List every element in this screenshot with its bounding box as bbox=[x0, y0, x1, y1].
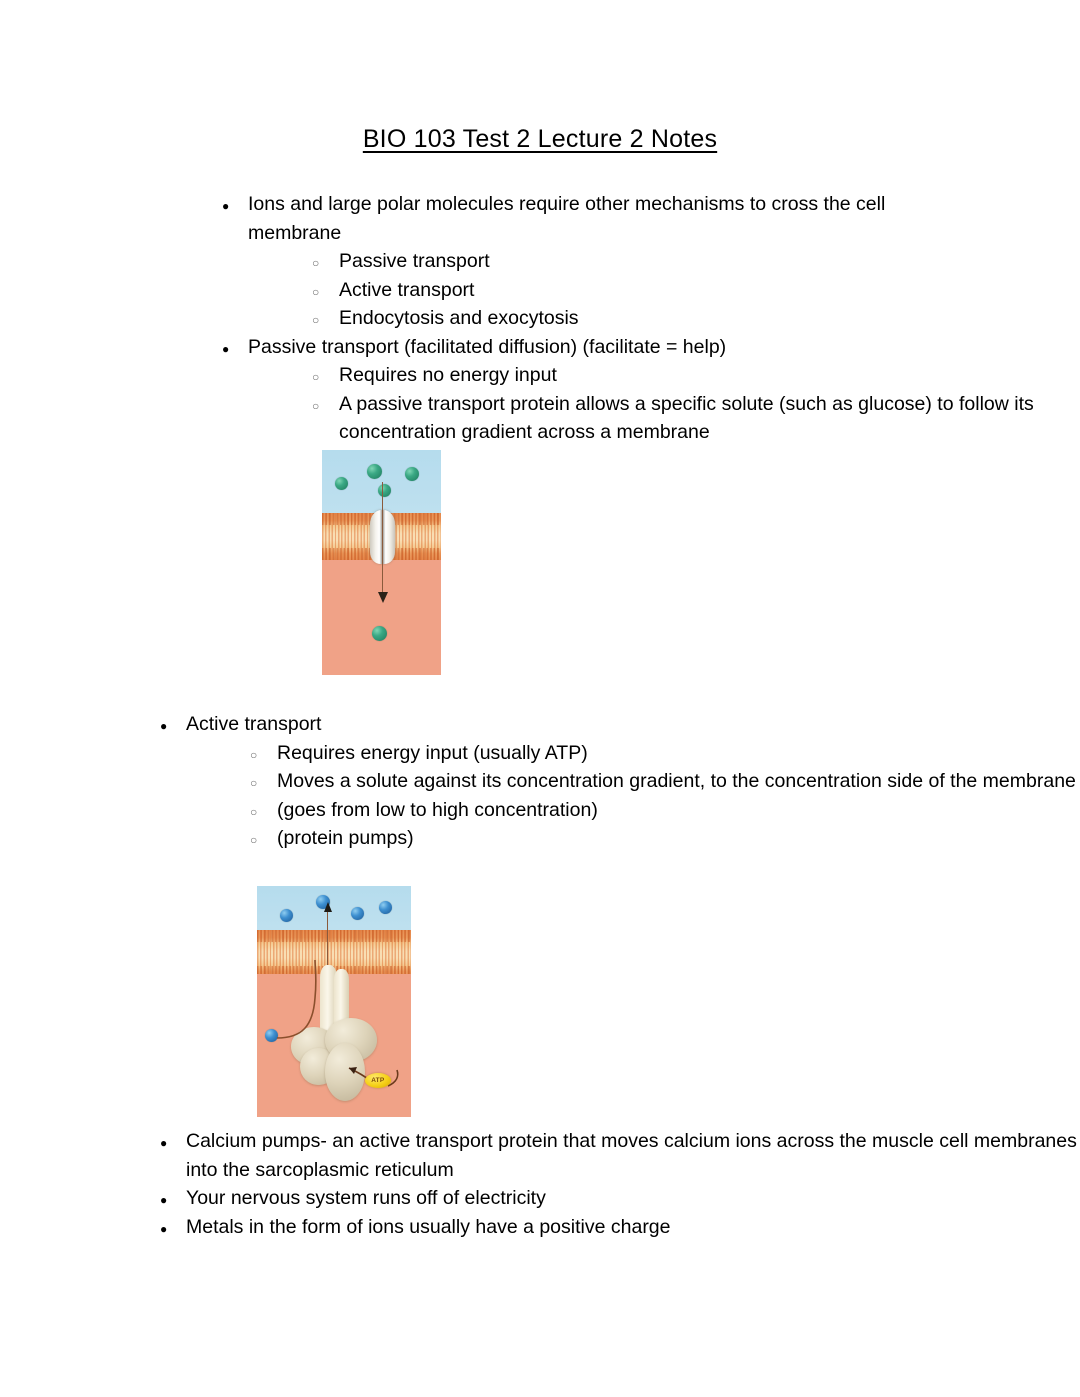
list-item bbox=[222, 190, 1080, 333]
list-item-label: Active transport bbox=[186, 713, 322, 735]
atp-badge bbox=[365, 1073, 391, 1088]
outline-sublist bbox=[250, 739, 1080, 853]
bullet-hollow-icon bbox=[312, 276, 319, 307]
outline-section-bottom bbox=[0, 710, 1080, 853]
list-item-label: A passive transport protein allows a specific solute (such as glucose) to follow its concentration gradient across a membrane bbox=[339, 392, 1034, 443]
list-item-label: Passive transport (facilitated diffusion) (facilitate = help) bbox=[248, 335, 727, 358]
bullet-hollow-icon bbox=[312, 304, 319, 335]
list-item-label: Passive transport bbox=[339, 250, 490, 272]
list-item bbox=[312, 390, 1080, 447]
list-item-label: Requires energy input (usually ATP) bbox=[277, 741, 588, 764]
list-item-label: Your nervous system runs off of electricity bbox=[186, 1187, 546, 1209]
bullet-hollow-icon bbox=[250, 824, 257, 855]
bullet-hollow-icon bbox=[312, 247, 319, 278]
outline-section-closing bbox=[0, 1127, 1080, 1241]
transport-arrow-shaft bbox=[382, 482, 383, 597]
list-item-label: Ions and large polar molecules require other mechanisms to cross the cell membrane bbox=[248, 193, 886, 244]
list-item bbox=[312, 361, 1080, 390]
outline-sublist bbox=[312, 361, 1080, 447]
bullet-filled-icon bbox=[160, 1127, 167, 1158]
list-item-label: Calcium pumps- an active transport protein that moves calcium ions across the muscle cell membranes into the sarcoplasmic reticulum bbox=[186, 1130, 1077, 1181]
list-item bbox=[312, 276, 1080, 305]
solute-molecule bbox=[335, 477, 348, 490]
list-item-label: (goes from low to high concentration) bbox=[277, 798, 598, 821]
list-item-label: Metals in the form of ions usually have a positive charge bbox=[186, 1215, 671, 1238]
list-item bbox=[312, 304, 1080, 333]
list-item-label: Moves a solute against its concentration gradient, to the concentration side of the membrane bbox=[277, 770, 1076, 792]
outline-section-top bbox=[0, 190, 1080, 447]
list-item-label: Requires no energy input bbox=[339, 364, 557, 386]
list-item bbox=[160, 1213, 1080, 1242]
solute-molecule bbox=[367, 464, 382, 479]
solute-molecule bbox=[372, 626, 387, 641]
bullet-filled-icon bbox=[160, 710, 167, 741]
list-item bbox=[160, 1127, 1080, 1184]
bullet-filled-icon bbox=[160, 1213, 167, 1244]
bullet-hollow-icon bbox=[312, 390, 319, 421]
facilitated-diffusion-diagram bbox=[322, 450, 441, 675]
atp-label: ATP bbox=[371, 1077, 385, 1085]
bullet-hollow-icon bbox=[312, 361, 319, 392]
list-item bbox=[250, 796, 1080, 825]
bullet-filled-icon bbox=[222, 190, 229, 221]
bullet-filled-icon bbox=[222, 333, 229, 364]
list-item bbox=[250, 824, 1080, 853]
outline-sublist bbox=[312, 247, 1080, 333]
bullet-hollow-icon bbox=[250, 796, 257, 827]
transport-arrow-head bbox=[378, 592, 388, 603]
list-item bbox=[312, 247, 1080, 276]
page-title-text: BIO 103 Test 2 Lecture 2 Notes bbox=[362, 125, 718, 153]
solute-molecule bbox=[378, 484, 391, 497]
list-item-label: Endocytosis and exocytosis bbox=[339, 307, 579, 329]
bullet-hollow-icon bbox=[250, 739, 257, 770]
outline-list-bottom bbox=[160, 710, 1080, 853]
list-item bbox=[160, 710, 1080, 853]
list-item bbox=[160, 1184, 1080, 1213]
outline-list-top bbox=[222, 190, 1080, 447]
list-item bbox=[222, 333, 1080, 447]
outline-list-closing bbox=[160, 1127, 1080, 1241]
list-item-label: (protein pumps) bbox=[277, 827, 414, 849]
bullet-hollow-icon bbox=[250, 767, 257, 798]
bullet-filled-icon bbox=[160, 1184, 167, 1215]
active-transport-pump-diagram bbox=[257, 886, 411, 1117]
page-title bbox=[0, 124, 1080, 154]
list-item-label: Active transport bbox=[339, 278, 475, 301]
list-item bbox=[250, 767, 1080, 796]
list-item bbox=[250, 739, 1080, 768]
